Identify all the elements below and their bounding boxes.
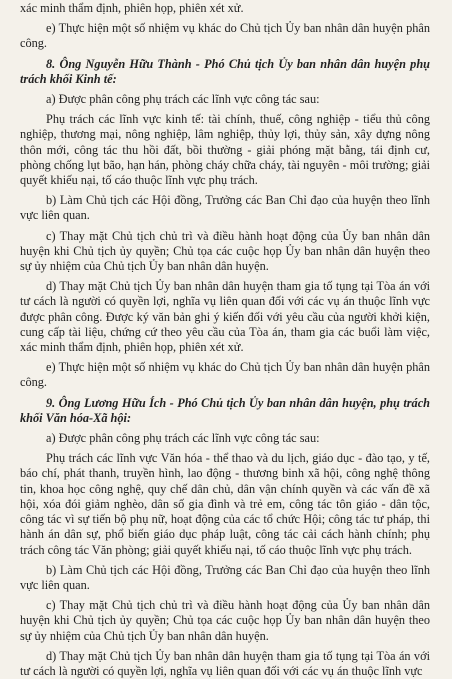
section-heading-8: 8. Ông Nguyễn Hữu Thành - Phó Chủ tịch Ủy ban nhân dân huyện phụ trách khối Kinh tế: [20,56,430,86]
paragraph-9a: a) Được phân công phụ trách các lĩnh vực công tác sau: [46,431,320,446]
paragraph-8c: c) Thay mặt Chủ tịch chủ trì và điều hành hoạt động của Ủy ban nhân dân huyện khi Chủ tịch ủy quyền; Chủ tọa các cuộc họp Ủy ban nhân dân huyện theo sự ủy nhiệm của Chủ tịch Ủy ban nhân dân huyện. [20,228,430,274]
paragraph-9a-detail: Phụ trách các lĩnh vực Văn hóa - thể thao và du lịch, giáo dục - đào tạo, y tế, báo chí, phát thanh, truyền hình, lao động - thương binh xã hội, công nghệ thông tin, khoa học công nghệ, quy chế dân chủ, dân vận chính quyền và các vấn đề xã hội, xóa đói giảm nghèo, dân số gia đình và trẻ em, công tác tôn giáo - dân tộc, công tác vì sự tiến bộ phụ nữ, hoạt động của các tổ chức Hội; công tác tư pháp, thi hành án dân sự, phổ biến giáo dục pháp luật, công tác cải cách hành chính; phụ trách công tác Văn phòng; giải quyết khiếu nại, tố cáo thuộc lĩnh vực phụ trách. [20,451,430,557]
paragraph-8e: e) Thực hiện một số nhiệm vụ khác do Chủ tịch Ủy ban nhân dân huyện phân công. [20,360,430,390]
paragraph-8b: b) Làm Chủ tịch các Hội đồng, Trưởng các Ban Chỉ đạo của huyện theo lĩnh vực liên quan. [20,193,430,223]
paragraph-8a-detail: Phụ trách các lĩnh vực kinh tế: tài chính, thuế, công nghiệp - tiểu thủ công nghiệp, thương mại, nông nghiệp, lâm nghiệp, thủy lợi, thủy sản, xây dựng nông thôn mới, công tác thu hồi đất, bồi thường - giải phóng mặt bằng, tái định cư, phòng chống lụt bão, hạn hán, phòng cháy chữa cháy, tài nguyên - môi trường; giải quyết khiếu nại, tố cáo thuộc lĩnh vực phụ trách. [20,112,430,188]
paragraph-7e: e) Thực hiện một số nhiệm vụ khác do Chủ tịch Ủy ban nhân dân huyện phân công. [20,21,430,51]
paragraph-9b: b) Làm Chủ tịch các Hội đồng, Trưởng các Ban Chỉ đạo của huyện theo lĩnh vực liên quan. [20,562,430,592]
paragraph-9c: c) Thay mặt Chủ tịch chủ trì và điều hành hoạt động của Ủy ban nhân dân huyện khi Chủ tịch ủy quyền; Chủ tọa các cuộc họp Ủy ban nhân dân huyện theo sự ủy nhiệm của Chủ tịch Ủy ban nhân dân huyện. [20,598,430,643]
paragraph-continued: xác minh thẩm định, phiên họp, phiên xét xử. [20,1,244,15]
paragraph-9d: d) Thay mặt Chủ tịch Ủy ban nhân dân huyện tham gia tố tụng tại Tòa án với tư cách là người có quyền lợi, nghĩa vụ liên quan đối với các vụ án thuộc lĩnh vực [20,648,430,678]
paragraph-8d: d) Thay mặt Chủ tịch Ủy ban nhân dân huyện tham gia tố tụng tại Tòa án với tư cách là người có quyền lợi, nghĩa vụ liên quan đối với các vụ án thuộc lĩnh vực được phân công. Được ký văn bản ghi ý kiến đối với yêu cầu của người khởi kiện, cung cấp tài liệu, chứng cứ theo yêu cầu của Tòa án, tham gia các buổi làm việc, xác minh thẩm định, phiên họp, phiên xét xử. [20,279,430,355]
paragraph-8a: a) Được phân công phụ trách các lĩnh vực công tác sau: [46,92,320,107]
section-heading-9: 9. Ông Lương Hữu Ích - Phó Chủ tịch Ủy ban nhân dân huyện, phụ trách khối Văn hóa-Xã hội: [20,395,430,425]
